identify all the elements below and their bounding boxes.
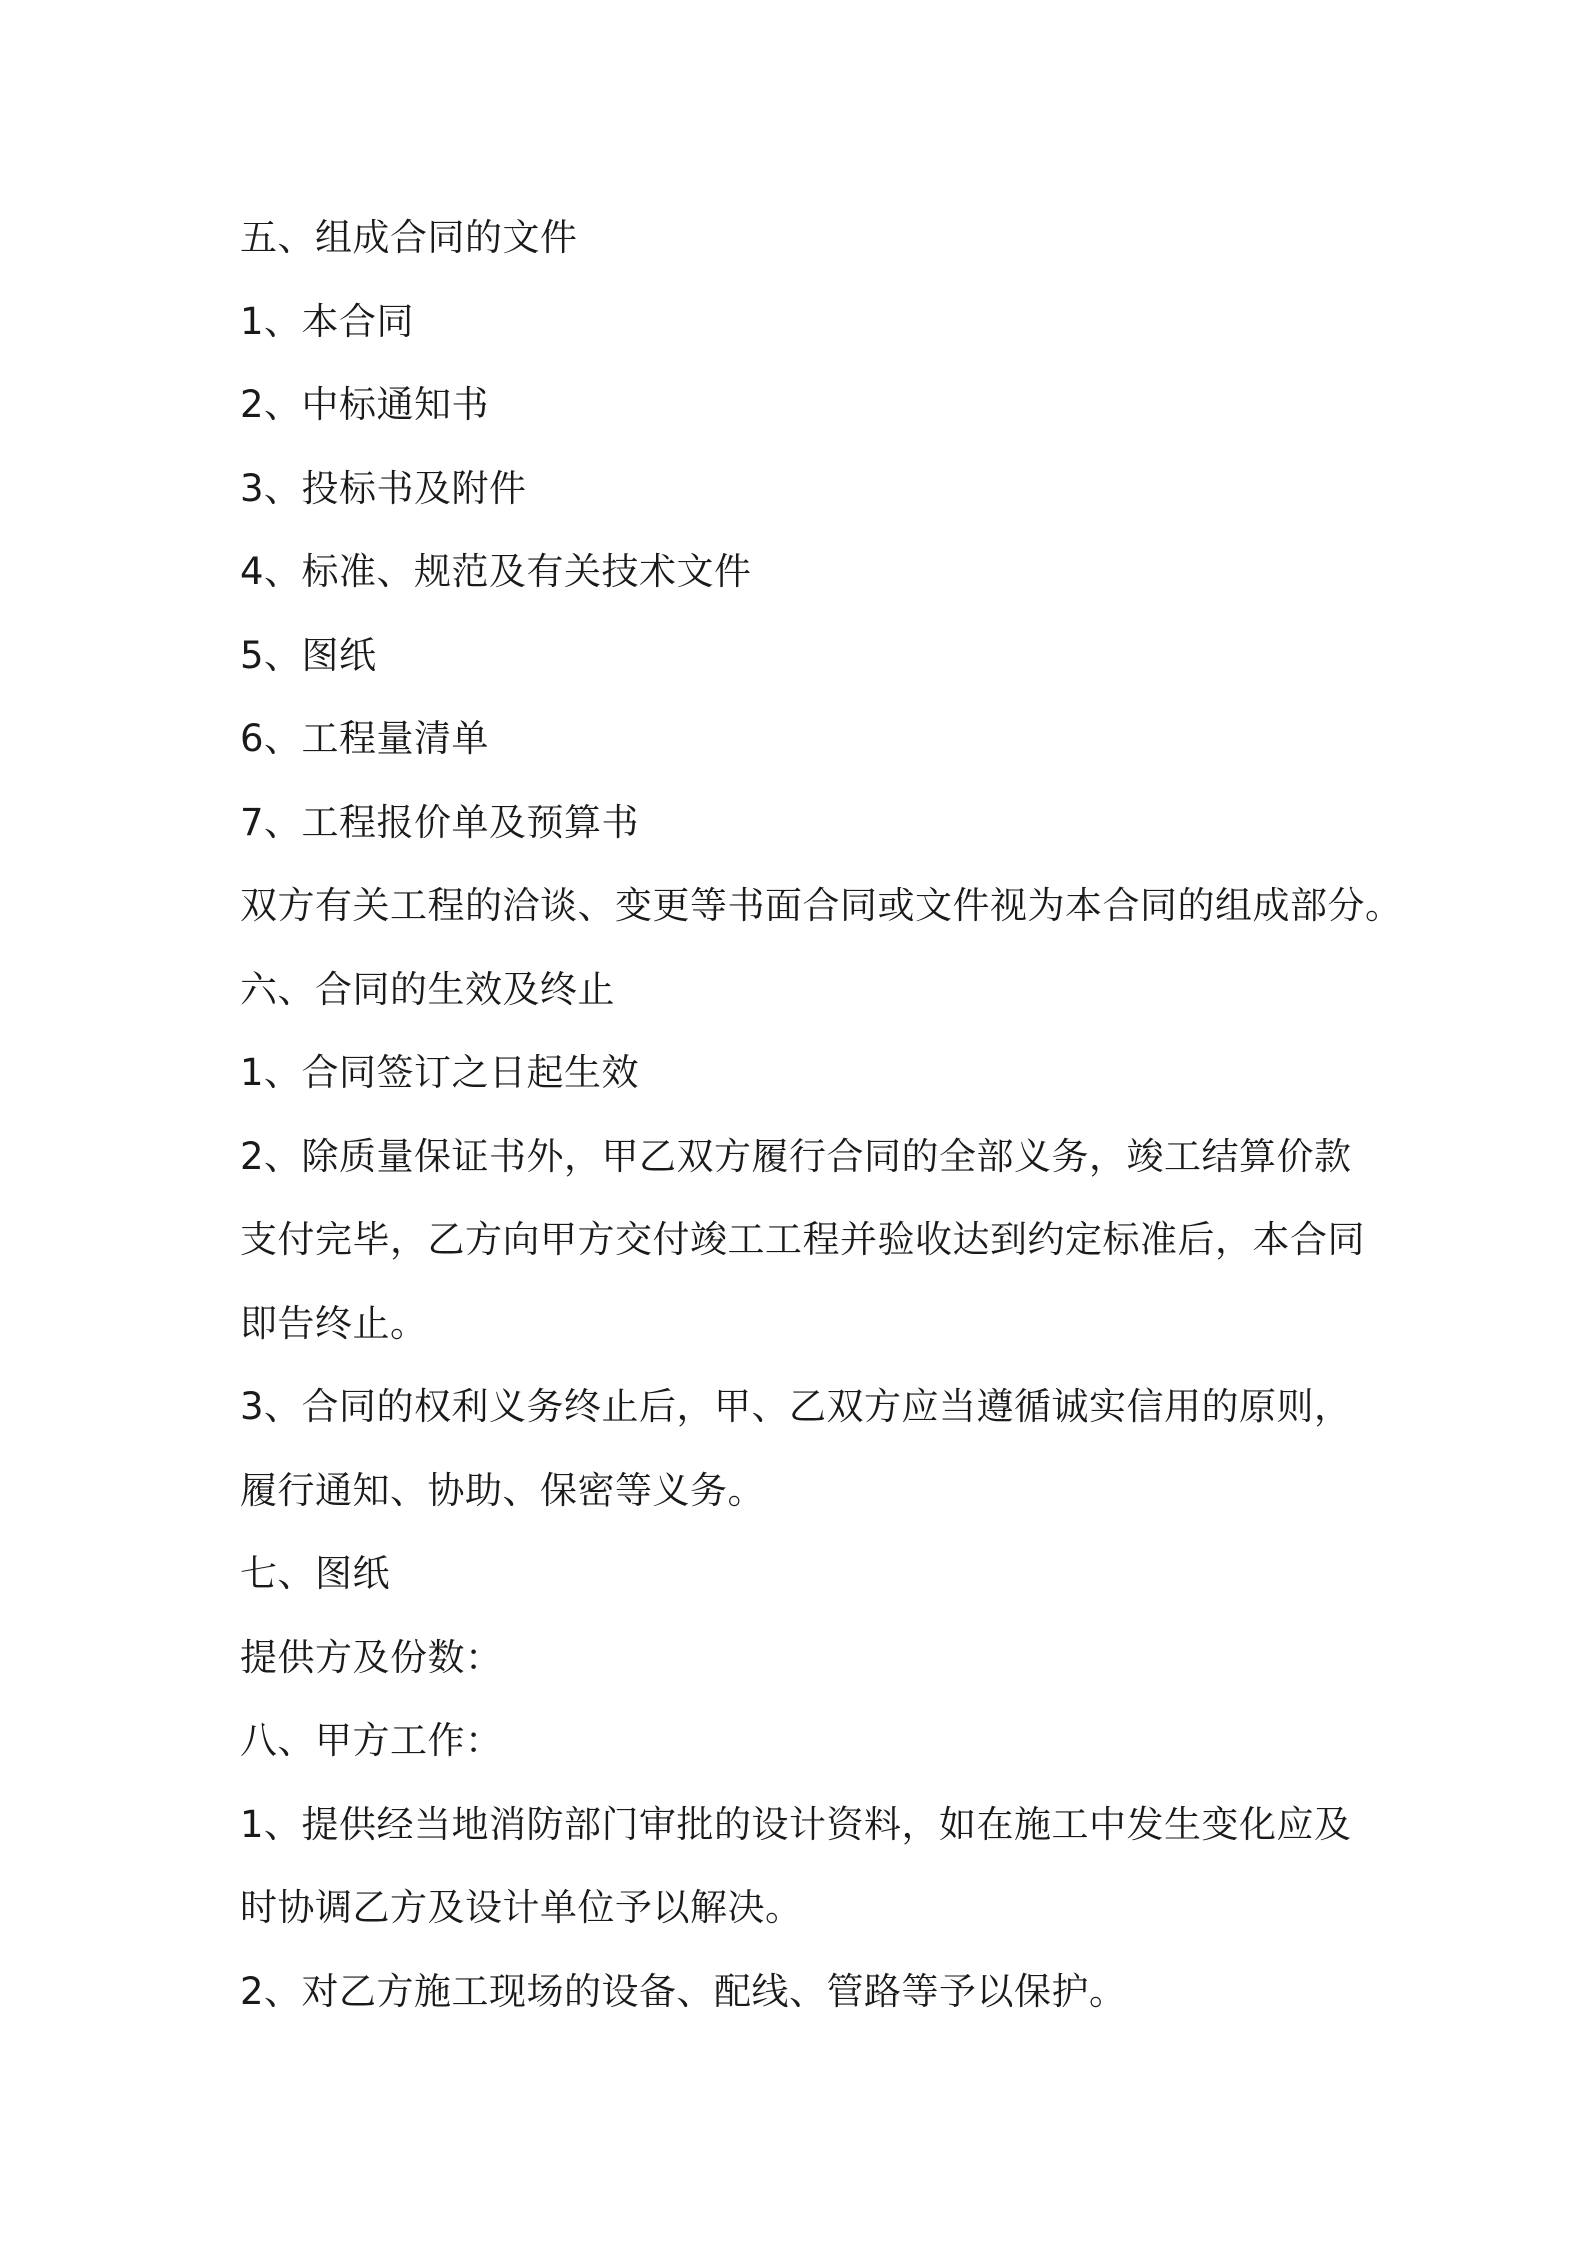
list-item-continuation: 履行通知、协助、保密等义务。 (240, 1468, 765, 1512)
list-item: 5、图纸 (240, 633, 377, 677)
list-item: 1、本合同 (240, 299, 415, 343)
paragraph: 双方有关工程的洽谈、变更等书面合同或文件视为本合同的组成部分。 (240, 884, 1403, 927)
section-heading-drawings: 七、图纸 (240, 1552, 390, 1595)
contract-body (240, 196, 1403, 2033)
list-item-continuation: 即告终止。 (240, 1301, 428, 1345)
list-item: 7、工程报价单及预算书 (240, 800, 640, 844)
list-item: 1、提供经当地消防部门审批的设计资料，如在施工中发生变化应及 (240, 1802, 1352, 1846)
paragraph: 提供方及份数： (240, 1635, 503, 1679)
list-item: 1、合同签订之日起生效 (240, 1051, 640, 1094)
list-item: 3、投标书及附件 (240, 466, 527, 510)
list-item-continuation: 支付完毕，乙方向甲方交付竣工工程并验收达到约定标准后，本合同 (240, 1218, 1365, 1261)
list-item: 2、中标通知书 (240, 383, 490, 426)
list-item: 2、对乙方施工现场的设备、配线、管路等予以保护。 (240, 1969, 1127, 2013)
list-item: 3、合同的权利义务终止后，甲、乙双方应当遵循诚实信用的原则， (240, 1385, 1352, 1428)
list-item: 4、标准、规范及有关技术文件 (240, 550, 752, 593)
list-item: 6、工程量清单 (240, 717, 490, 760)
list-item-continuation: 时协调乙方及设计单位予以解决。 (240, 1886, 803, 1929)
section-heading-documents: 五、组成合同的文件 (240, 216, 578, 259)
section-heading-effect-termination: 六、合同的生效及终止 (240, 967, 615, 1011)
section-heading-party-a-work: 八、甲方工作： (240, 1719, 503, 1762)
list-item: 2、除质量保证书外，甲乙双方履行合同的全部义务，竣工结算价款 (240, 1134, 1352, 1178)
